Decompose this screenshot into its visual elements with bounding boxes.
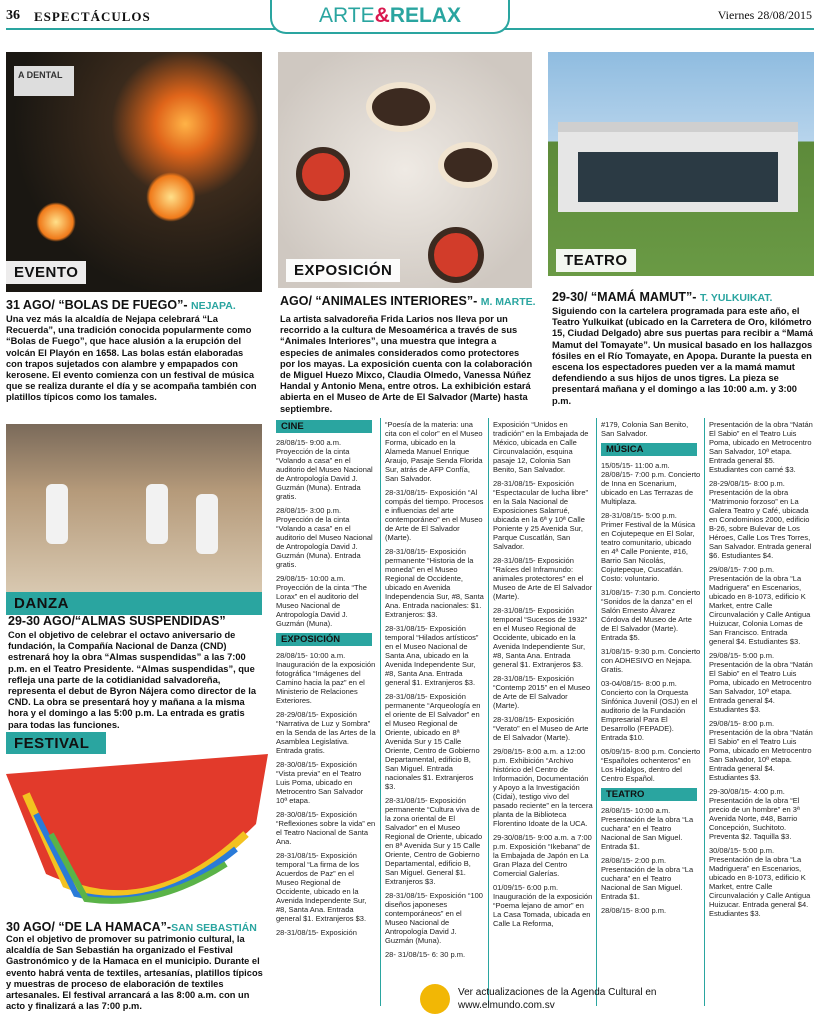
list-item: 28-31/08/15- Exposición temporal “La firma de los Acuerdos de Paz” en el Museo Regional de Occidente, ubicado en la Avenida Independente Sur, #8, Santa Ana. Entrada general $1. Extranjeros $3. bbox=[276, 851, 367, 923]
fire-balls-photo: A DENTAL EVENTO bbox=[6, 52, 262, 292]
evento-body: Una vez más la alcaldía de Nejapa celebrará “La Recuerda”, una tradición conocida popularmente como “Bolas de Fuego”, que hace alusión a la erupción del volcán El Playón en 1658. Las bolas están elaboradas con trapos sujetados con alambre y empapados con kerosene. El evento comienza con un festival de música que se realiza durante el día y se acompaña también con platillos típicos como los tamales. bbox=[6, 314, 257, 403]
list-item: #179, Colonia San Benito, San Salvador. bbox=[601, 420, 689, 438]
festival-location: SAN SEBASTIÁN bbox=[171, 922, 257, 934]
list-item: 28/08/15- 3:00 p.m. Proyección de la cinta “Volando a casa” en el auditorio del Museo Nacional de Antropología David J. Guzmán (Muna). Entrada gratis. bbox=[276, 506, 373, 569]
agenda-col-3 bbox=[493, 420, 593, 933]
list-item: 31/08/15- 9:30 p.m. Concierto con ADHESIVO en Nejapa. Gratis. bbox=[601, 647, 701, 674]
agenda-col-2 bbox=[385, 420, 485, 964]
list-item: “Poesía de la materia: una cita con el color” en el Museo Forma, ubicado en la Alameda Manuel Enrique Araujo, Pasaje Senda Florida Sur, atrás de AFP Confía, San Salvador. bbox=[385, 420, 483, 483]
list-item: 28- 31/08/15- 6: 30 p.m. bbox=[385, 950, 466, 959]
list-item: 28-31/08/15- Exposición “Verato” en el Museo de Arte de El Salvador (Marte). bbox=[493, 715, 589, 742]
list-item: 28-31/08/15- Exposición “Contemp 2015” en el Museo de Arte de El Salvador (Marte). bbox=[493, 674, 591, 710]
list-item: 28-29/08/15- 8:00 p.m. Presentación de la obra “Matrimonio forzoso” en La Galera Teatro y Café, ubicada en Condominios 2000, edificio B-26, sobre Bulevar de Los Héroes, Calle Los Tres Torres, San Salvador. Entrada general $6. Estudiantes $4. bbox=[709, 479, 812, 560]
issue-date: Viernes 28/08/2015 bbox=[717, 8, 812, 22]
list-item: 28-31/08/15- Exposición temporal “Sucesos de 1932” en el Museo Regional de Occidente, ubicado en la Avenida Independiente Sur, #8, Santa Ana. Entrada general $1. Extranjeros $3. bbox=[493, 606, 588, 669]
evento-title bbox=[6, 298, 236, 312]
col-divider bbox=[488, 418, 489, 1006]
list-item: 28-31/08/15- Exposición permanente “Historia de la moneda” en el Museo Regional de Occidente, ubicado en Avenida Independencia Sur, #8, Santa Ana. Entrada nacionales: $1. Extranjeros: $3. bbox=[385, 547, 484, 619]
list-item: 28-31/08/15- 5:00 p.m. Primer Festival de la Música en Cojutepeque en El Solar, teatro comunitario, ubicado en 4ª Calle Poniente, #16, Barrio San Nicolás, Cojutepeque, Cuscatlán. Costo: voluntario. bbox=[601, 511, 696, 583]
footer-line-1: Ver actualizaciones de la Agenda Cultural en bbox=[458, 987, 657, 998]
evento-title-text: 31 AGO/ “BOLAS DE FUEGO”- bbox=[6, 298, 188, 312]
agenda-teatro-list bbox=[601, 806, 701, 915]
list-item: 28-31/08/15- Exposición “Espectacular de lucha libre” en la Sala Nacional de Exposiciones Salarrué, ubicada en la 6ª y 10ª Calle Poniente y 25 Avenida Sur, Parque Cuscatlán, San Salvador. bbox=[493, 479, 589, 551]
agenda-cine-heading: CINE bbox=[276, 420, 372, 433]
list-item: 05/09/15- 8:00 p.m. Concierto “Españoles ochenteros” en Los Hidalgos, dentro del Centro Español. bbox=[601, 747, 701, 783]
hammock-photo bbox=[6, 754, 268, 920]
tag-teatro: TEATRO bbox=[556, 249, 636, 272]
list-item: Exposición “Unidos en tradición” en la Embajada de México, ubicada en Calle Circunvalación, esquina pasaje 12, Colonia San Benito, San Salvador. bbox=[493, 420, 589, 474]
tag-festival: FESTIVAL bbox=[6, 732, 106, 755]
list-item: 28/08/15- 8:00 p.m. bbox=[601, 906, 667, 915]
list-item: 28-31/08/15- Exposición “Raíces del Inframundo: animales protectores” en el Museo de Arte de El Salvador (Marte). bbox=[493, 556, 593, 601]
section-name: ESPECTÁCULOS bbox=[34, 9, 151, 24]
list-item: 29/08/15- 8:00 a.m. a 12:00 p.m. Exhibición “Archivo histórico del Centro de Información, Documentación y Apoyo a la Investigación (Cidai), testigo vivo del pasado reciente” en la tercera planta de la Biblioteca Florentino Idoate de la UCA. bbox=[493, 747, 593, 828]
list-item: 28-30/08/15- Exposición “Reflexiones sobre la vida” en el Teatro Nacional de Santa Ana. bbox=[276, 810, 376, 846]
teatro-title bbox=[552, 290, 772, 304]
agenda-exposicion-list bbox=[276, 651, 376, 937]
masthead-arte: ARTE bbox=[319, 4, 375, 27]
list-item: 31/08/15- 7:30 p.m. Concierto “Sonidos de la danza” en el Salón Ernesto Álvarez Córdova del Museo de Arte de El Salvador (Marte). Entrada $5. bbox=[601, 588, 701, 642]
list-item: 28-31/08/15- Exposición “100 diseños japoneses contemporáneos” en el Museo Nacional de Antropología David J. Guzmán (Muna). bbox=[385, 891, 483, 945]
teatro-location: T. YULKUIKAT. bbox=[699, 292, 773, 304]
festival-title bbox=[6, 920, 257, 934]
danza-body: Con el objetivo de celebrar el octavo aniversario de fundación, la Compañía Nacional de Danza (CND) estrenará hoy la obra “Almas suspendidas” a las 7:00 p.m. en el Teatro Presidente. “Almas suspendidas”, que refleja una parte de la cotidianidad salvadoreña, representa el debut de Byron Nájera como director de la CND. La obra se presentará hoy y mañana a la misma hora y el domingo a las 5:00 p.m. La entrada es gratis para todas las funciones. bbox=[8, 630, 256, 730]
danza-title: 29-30 AGO/“ALMAS SUSPENDIDAS” bbox=[8, 614, 226, 628]
list-item: 29/08/15- 5:00 p.m. Presentación de la obra “Natán El Sabio” en el Teatro Luis Poma, ubicado en Metrocentro San Salvador, 10ª etapa. Entrada general $4. Estudiantes $3. bbox=[709, 651, 813, 714]
list-item: 28-31/08/15- Exposición permanente “Cultura viva de la zona oriental de El Salvador” en el Museo Regional de Oriente, ubicado en 8ª Avenida Sur y 15 Calle Oriente, Centro de Gobierno Departamental, edificio B, San Miguel. General $1. Extranjeros $3. bbox=[385, 796, 483, 886]
tag-exposicion: EXPOSICIÓN bbox=[286, 259, 400, 282]
exposicion-body: La artista salvadoreña Frida Larios nos lleva por un recorrido a la cultura de Mesoamérica a través de sus “Animales Interiores”, una muestra que integra a especies de animales considerados como protectores por los mayas. La exposición cuenta con la colaboración de Miguel Huezo Mixco, Claudia Olmedo, Vanessa Núñez Handal y Antonio Mena, entre otros. La exhibición estará abierta en el Museo de Arte de El Salvador (Marte) hasta septiembre. bbox=[280, 314, 533, 414]
masthead-amp: & bbox=[374, 4, 390, 27]
list-item: 28-31/08/15- Exposición permanente “Arqueología en el oriente de El Salvador” en el Museo Regional de Oriente, ubicado en 8ª Avenida Sur y 15 Calle Oriente, Centro de Gobierno Departamental, edificio B, San Miguel. Entrada nacionales $1. Extranjeros $3. bbox=[385, 692, 481, 791]
exposicion-title bbox=[280, 294, 536, 308]
col-divider bbox=[380, 418, 381, 1006]
agenda-col-5 bbox=[709, 420, 814, 923]
agenda-musica-list bbox=[601, 461, 701, 783]
dance-photo bbox=[6, 424, 262, 592]
teatro-body: Siguiendo con la cartelera programada para este año, el Teatro Yulkuikat (ubicado en la Carretera de Oro, kilómetro 15, Ciudad Delgado) abre sus puertas para recibir a “Mamá Mamut del Tomayate”. Un musical basado en los hallazgos fósiles en el Río Tomayate, en Apopa. Durante la puesta en escena los espectadores pueden ver a la mamá mamut defendiendo a sus hijos de unos tigres. La pieza se presentará mañana y el domingo a las 10:00 a.m. y 3:00 p.m. bbox=[552, 306, 813, 406]
agenda-cine-list bbox=[276, 438, 376, 628]
agenda-col-4 bbox=[601, 420, 701, 920]
col-divider bbox=[704, 418, 705, 1006]
agenda-teatro-heading: TEATRO bbox=[601, 788, 697, 801]
list-item: 28/08/15- 9:00 a.m. Proyección de la cinta “Volando a casa” en el auditorio del Museo Nacional de Antropología David J. Guzmán (Muna). Entrada gratis. bbox=[276, 438, 373, 501]
list-item: 28-31/08/15- Exposición temporal “Hilados artísticos” en el Museo Nacional de Santa Ana, ubicado en la Avenida Independente Sur, #8, Santa Ana. Entrada general $1. Extranjeros $3. bbox=[385, 624, 479, 687]
list-item: 28-31/08/15- Exposición “Al compás del tiempo. Procesos e influencias del arte contemporáneo” en el Museo de Arte de El Salvador (Marte). bbox=[385, 488, 484, 542]
theater-building-photo bbox=[548, 52, 814, 276]
list-item: 28/08/15- 10:00 a.m. Inauguración de la exposición fotográfica “Imágenes del Camino hacia la paz” en el Ministerio de Relaciones Exteriores. bbox=[276, 651, 376, 705]
evento-location: NEJAPA. bbox=[191, 300, 236, 312]
list-item: 29-30/08/15- 9:00 a.m. a 7:00 p.m. Exposición “Ikebana” de la Embajada de Japón en La Gran Plaza del Centro Comercial Galerías. bbox=[493, 833, 592, 878]
hammock-illustration bbox=[6, 754, 268, 920]
tag-danza: DANZA bbox=[6, 592, 262, 615]
list-item: 03-04/08/15- 8:00 p.m. Concierto con la Orquesta Sinfónica Juvenil (OSJ) en el auditorio de la Fundación Empresarial Para El Desarrollo (FEPADE). Entrada $10. bbox=[601, 679, 698, 742]
list-item: 15/05/15- 11:00 a.m. 28/08/15- 7:00 p.m. Concierto de Inna en Scenarium, ubicado en Las Terrazas de Multiplaza. bbox=[601, 461, 701, 506]
list-item: 01/09/15- 6:00 p.m. Inauguración de la exposición “Poema lejano de amor” en La Casa Tomada, ubicada en Calle La Reforma, bbox=[493, 883, 593, 928]
list-item: Presentación de la obra “Natán El Sabio” en el Teatro Luis Poma, ubicado en Metrocentro San Salvador, 10ª etapa. Entrada general $5. Estudiantes con carné $3. bbox=[709, 420, 813, 474]
list-item: 29/08/15- 7:00 p.m. Presentación de la obra “La Madriguera” en Escenarios, ubicado en 8-1073, edificio K Market, entre Calle Circunvalación y Calle Antigua Huizucar, Colonia Lomas de San Francisco. Entrada general $4. Estudiantes $3. bbox=[709, 565, 811, 646]
tag-evento: EVENTO bbox=[6, 261, 86, 284]
masthead-relax: RELAX bbox=[389, 4, 461, 27]
animals-art-photo bbox=[278, 52, 532, 288]
list-item: 29-30/08/15- 4:00 p.m. Presentación de la obra “El precio de un hombre” en 3ª Avenida Norte, #48, Barrio Concepción, Suchitoto. Preventa $2. Taquilla $3. bbox=[709, 787, 800, 841]
agenda-exposicion-heading: EXPOSICIÓN bbox=[276, 633, 372, 646]
festival-title-text: 30 AGO/ “DE LA HAMACA”- bbox=[6, 920, 172, 934]
masthead bbox=[270, 0, 510, 34]
teatro-title-text: 29-30/ “MAMÁ MAMUT”- bbox=[552, 290, 697, 304]
page-header bbox=[0, 0, 820, 36]
list-item: 29/08/15- 10:00 a.m. Proyección de la cinta “The Lorax” en el auditorio del Museo Nacional de Antropología David J. Guzmán (Muna). bbox=[276, 574, 367, 628]
list-item: 28-31/08/15- Exposición bbox=[276, 928, 357, 937]
list-item: 30/08/15- 5:00 p.m. Presentación de la obra “La Madriguera” en Escenarios, ubicado en 8-1073, edificio K Market, entre Calle Circunvalación y Calle Antigua Huizucar. Entrada general $4. Estudiantes $3. bbox=[709, 846, 811, 918]
elmundo-logo-icon bbox=[420, 984, 450, 1014]
list-item: 28-30/08/15- Exposición “Vista previa” en el Teatro Luis Poma, ubicado en Metrocentro San Salvador 10ª etapa. bbox=[276, 760, 364, 805]
list-item: 28/08/15- 2:00 p.m. Presentación de la obra “La cuchara” en el Teatro Nacional de San Miguel. Entrada $1. bbox=[601, 856, 694, 901]
festival-body: Con el objetivo de promover su patrimonio cultural, la alcaldía de San Sebastián ha organizado el Festival Gastronómico y de la Hamaca en el municipio. Durante el evento habrá venta de textiles, artesanías, platillos típicos y muestras de proceso de elaboración de textiles artesanales. El festival arrancará a las 8:00 a.m. con un acto y finalizará a las 7:00 p.m. bbox=[6, 934, 263, 1012]
footer-url[interactable]: www.elmundo.com.sv bbox=[458, 1000, 555, 1011]
agenda-musica-heading: MÚSICA bbox=[601, 443, 697, 456]
footer-note bbox=[458, 986, 656, 1012]
exposicion-title-text: AGO/ “ANIMALES INTERIORES”- bbox=[280, 294, 478, 308]
list-item: 29/08/15- 8:00 p.m. Presentación de la obra “Natán El Sabio” en el Teatro Luis Poma, ubicado en Metrocentro San Salvador, 10ª etapa. Entrada general $4. Estudiantes $3. bbox=[709, 719, 813, 782]
agenda-col-1 bbox=[276, 418, 376, 942]
col-divider bbox=[596, 418, 597, 1006]
page-number: 36 bbox=[6, 8, 20, 23]
exposicion-location: M. MARTE. bbox=[480, 296, 536, 308]
list-item: 28/08/15- 10:00 a.m. Presentación de la obra “La cuchara” en el Teatro Nacional de San Miguel. Entrada $1. bbox=[601, 806, 694, 851]
list-item: 28-29/08/15- Exposición “Narrativa de Luz y Sombra” en la Senda de las Artes de la Asamblea Legislativa. Entrada gratis. bbox=[276, 710, 376, 755]
